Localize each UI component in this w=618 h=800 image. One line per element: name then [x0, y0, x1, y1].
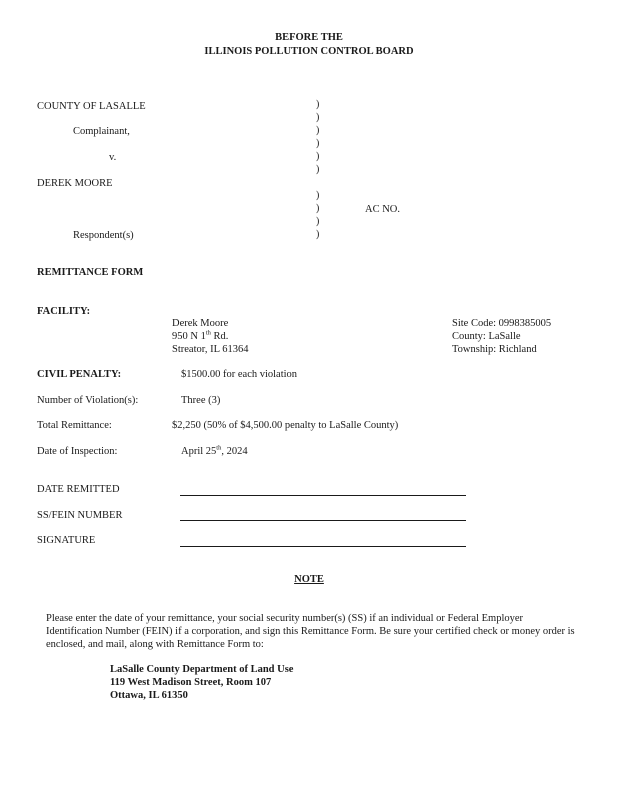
respondent-name: DEREK MOORE [37, 178, 113, 189]
facility-label: FACILITY: [37, 306, 91, 317]
signature-label: SIGNATURE [37, 535, 96, 546]
complainant-name: COUNTY OF LASALLE [37, 101, 146, 112]
paren: ) [316, 216, 320, 227]
mailing-line-3: Ottawa, IL 61350 [110, 690, 188, 701]
paren: ) [316, 99, 320, 110]
date-remitted-label: DATE REMITTED [37, 484, 120, 495]
paren: ) [316, 164, 320, 175]
violations-label: Number of Violation(s): [37, 395, 139, 406]
civil-penalty-value: $1500.00 for each violation [181, 369, 298, 380]
inspection-date-value: April 25th, 2024 [181, 444, 248, 457]
header-line-2: ILLINOIS POLLUTION CONTROL BOARD [204, 46, 414, 57]
paren: ) [316, 112, 320, 123]
case-number-label: AC NO. [365, 204, 401, 215]
form-title: REMITTANCE FORM [37, 267, 144, 278]
mailing-line-1: LaSalle County Department of Land Use [110, 664, 294, 675]
note-body: Please enter the date of your remittance, your social security number(s) (SS) if an individual or Federal Employer Identification Number (FEIN) if a corporation, and sign this Remittance Form. Be sure your certified check or money order is enclosed, and mail, along with Remittance Form to: [46, 613, 575, 650]
paren: ) [316, 203, 320, 214]
header-line-1: BEFORE THE [275, 32, 343, 43]
complainant-label: Complainant, [73, 126, 130, 137]
facility-township: Township: Richland [452, 344, 537, 355]
facility-name: Derek Moore [172, 318, 229, 329]
paren: ) [316, 125, 320, 136]
site-code: Site Code: 0998385005 [452, 318, 552, 329]
facility-county: County: LaSalle [452, 331, 521, 342]
signature-field[interactable] [180, 546, 466, 547]
paren: ) [316, 229, 320, 240]
note-title: NOTE [294, 574, 324, 585]
inspection-date-label: Date of Inspection: [37, 446, 118, 457]
paren: ) [316, 138, 320, 149]
violations-value: Three (3) [181, 395, 221, 406]
respondent-label: Respondent(s) [73, 230, 134, 241]
versus-label: v. [109, 152, 117, 163]
facility-city: Streator, IL 61364 [172, 344, 249, 355]
ssn-fein-label: SS/FEIN NUMBER [37, 510, 123, 521]
paren: ) [316, 151, 320, 162]
civil-penalty-label: CIVIL PENALTY: [37, 369, 122, 380]
facility-address: 950 N 1th Rd. [172, 329, 229, 342]
paren: ) [316, 190, 320, 201]
total-remittance-value: $2,250 (50% of $4,500.00 penalty to LaSalle County) [172, 420, 399, 431]
ssn-fein-field[interactable] [180, 520, 466, 521]
date-remitted-field[interactable] [180, 495, 466, 496]
total-remittance-label: Total Remittance: [37, 420, 112, 431]
mailing-line-2: 119 West Madison Street, Room 107 [110, 677, 272, 688]
